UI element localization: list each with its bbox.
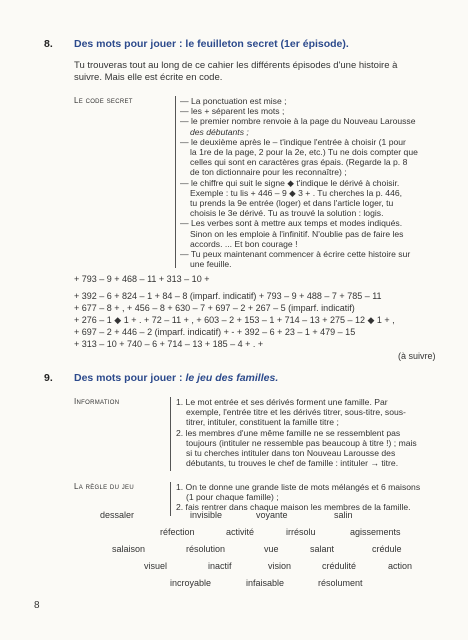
section-9-number: 9. xyxy=(44,372,53,384)
word: réfection xyxy=(160,527,195,537)
word: salin xyxy=(334,510,353,520)
word: résolution xyxy=(186,544,226,554)
rule-line: la 1re de la page, 2 pour la 2e, etc.) Tu ne dois compter que xyxy=(190,147,418,158)
info-line: 1. Le mot entrée et ses dérivés forment une famille. Par xyxy=(176,397,388,407)
word: agissements xyxy=(350,527,401,537)
word: dessaler xyxy=(100,510,135,520)
information-items xyxy=(176,397,454,468)
rule-label: La règle du jeu xyxy=(74,482,134,491)
code-rules xyxy=(180,96,450,269)
code-line: + 313 – 10 + 740 – 6 + 714 – 13 + 185 – 4 + . + xyxy=(74,339,264,349)
rule-line: des débutants ; xyxy=(190,126,249,137)
rule-line: Sinon on les emploie à l'infinitif. N'oublie pas de faire les xyxy=(190,228,404,239)
rules-divider xyxy=(175,96,176,268)
info-line: titrer, intituler, constituent la famille titre ; xyxy=(186,417,339,428)
info-divider xyxy=(170,397,171,471)
code-secret-label: Le code secret xyxy=(74,96,133,105)
word: vision xyxy=(268,561,292,571)
word: infaisable xyxy=(246,578,285,588)
rule-line: — les + séparent les mots ; xyxy=(180,106,285,117)
game-rule-line: (1 pour chaque famille) ; xyxy=(186,492,279,503)
section-9-title-italic: le jeu des familles. xyxy=(185,372,279,384)
section-9-title-plain: Des mots pour jouer : xyxy=(74,372,186,384)
info-line: exemple, l'entrée titre et les dérivés titrer, sous-titre, sous- xyxy=(186,407,406,418)
rule-line: celles qui sont en caractères gras épais. (Regarde la p. 8 xyxy=(190,157,408,168)
game-rule-line: 1. On te donne une grande liste de mots mélangés et 6 maisons xyxy=(176,482,421,492)
code-line: + 392 – 6 + 824 – 1 + 84 – 8 (imparf. indicatif) + 793 – 9 + 488 – 7 + 785 – 11 xyxy=(74,291,382,301)
rule-line: choisis le 3e dérivé. Tu as trouvé la solution : logis. xyxy=(190,208,384,219)
rule-items xyxy=(176,482,454,513)
code-line: + 697 – 2 + 446 – 2 (imparf. indicatif) + - + 392 – 6 + 23 – 1 + 479 – 15 xyxy=(74,327,356,337)
word: voyante xyxy=(256,510,288,520)
word: crédulité xyxy=(322,561,357,571)
word: visuel xyxy=(144,561,168,571)
rule-line: Exemple : tu lis + 446 – 9 ◆ 3 + . Tu cherches la p. 446, xyxy=(190,187,403,198)
information-label: Information xyxy=(74,397,120,406)
word: activité xyxy=(226,527,255,537)
info-line: toujours (intituler ne ressemble pas beaucoup à titre !) ; mais xyxy=(186,437,417,448)
word: action xyxy=(388,561,413,571)
word: invisible xyxy=(190,510,223,520)
word: irrésolu xyxy=(286,527,316,537)
word: crédule xyxy=(372,544,402,554)
word: résolument xyxy=(318,578,363,588)
to-follow: (à suivre) xyxy=(398,351,436,361)
rule-line: — Les verbes sont à mettre aux temps et modes indiqués. xyxy=(180,218,403,229)
rule-line: une feuille. xyxy=(190,259,232,270)
section-8-title: Des mots pour jouer : le feuilleton secret (1er épisode). xyxy=(74,38,349,50)
info-line: débutants, tu trouves le chef de famille : intituler → titre. xyxy=(186,458,399,469)
intro-line: Tu trouveras tout au long de ce cahier les différents épisodes d'une histoire à xyxy=(74,60,398,71)
word: vue xyxy=(264,544,279,554)
word: salant xyxy=(310,544,335,554)
page-number: 8 xyxy=(34,600,40,611)
rule-line: tu prends la 9e entrée (loger) et dans l'article loger, tu xyxy=(190,198,394,209)
section-8-number: 8. xyxy=(44,38,53,50)
info-line: si tu cherches intituler dans ton Nouveau Larousse des xyxy=(186,448,396,459)
rule-line: — le premier nombre renvoie à la page du Nouveau Larousse xyxy=(180,116,416,127)
section-8-intro xyxy=(74,60,454,84)
code-line: + 793 – 9 + 468 – 11 + 313 – 10 + xyxy=(74,274,210,284)
info-line: 2. les membres d'une même famille ne se ressemblent pas xyxy=(176,427,401,438)
rule-line: — le chiffre qui suit le signe ◆ t'indique le dérivé à choisir. xyxy=(180,177,400,188)
rule-divider xyxy=(170,482,171,516)
intro-line: suivre. Mais elle est écrite en code. xyxy=(74,72,223,83)
word: incroyable xyxy=(170,578,212,588)
rule-line: accords. ... Et bon courage ! xyxy=(190,238,298,249)
rule-line: de ton dictionnaire pour les reconnaître) ; xyxy=(190,167,347,178)
rule-line: — Tu peux maintenant commencer à écrire cette histoire sur xyxy=(180,249,411,260)
word: inactif xyxy=(208,561,232,571)
word: salaison xyxy=(112,544,146,554)
rule-line: — le deuxième après le – t'indique l'entrée à choisir (1 pour xyxy=(180,136,406,147)
section-9-title xyxy=(74,372,278,384)
game-rule-line: 2. fais rentrer dans chaque maison les membres de la famille. xyxy=(176,502,411,513)
code-line: + 677 – 8 + , + 456 – 8 + 630 – 7 + 697 – 2 + 267 – 5 (imparf. indicatif) xyxy=(74,303,355,313)
rule-line: — La ponctuation est mise ; xyxy=(180,96,287,106)
code-line: + 276 – 1 ◆ 1 + . + 72 – 11 + , + 603 – 2 + 153 – 1 + 714 – 13 + 275 – 12 ◆ 1 + , xyxy=(74,315,395,325)
